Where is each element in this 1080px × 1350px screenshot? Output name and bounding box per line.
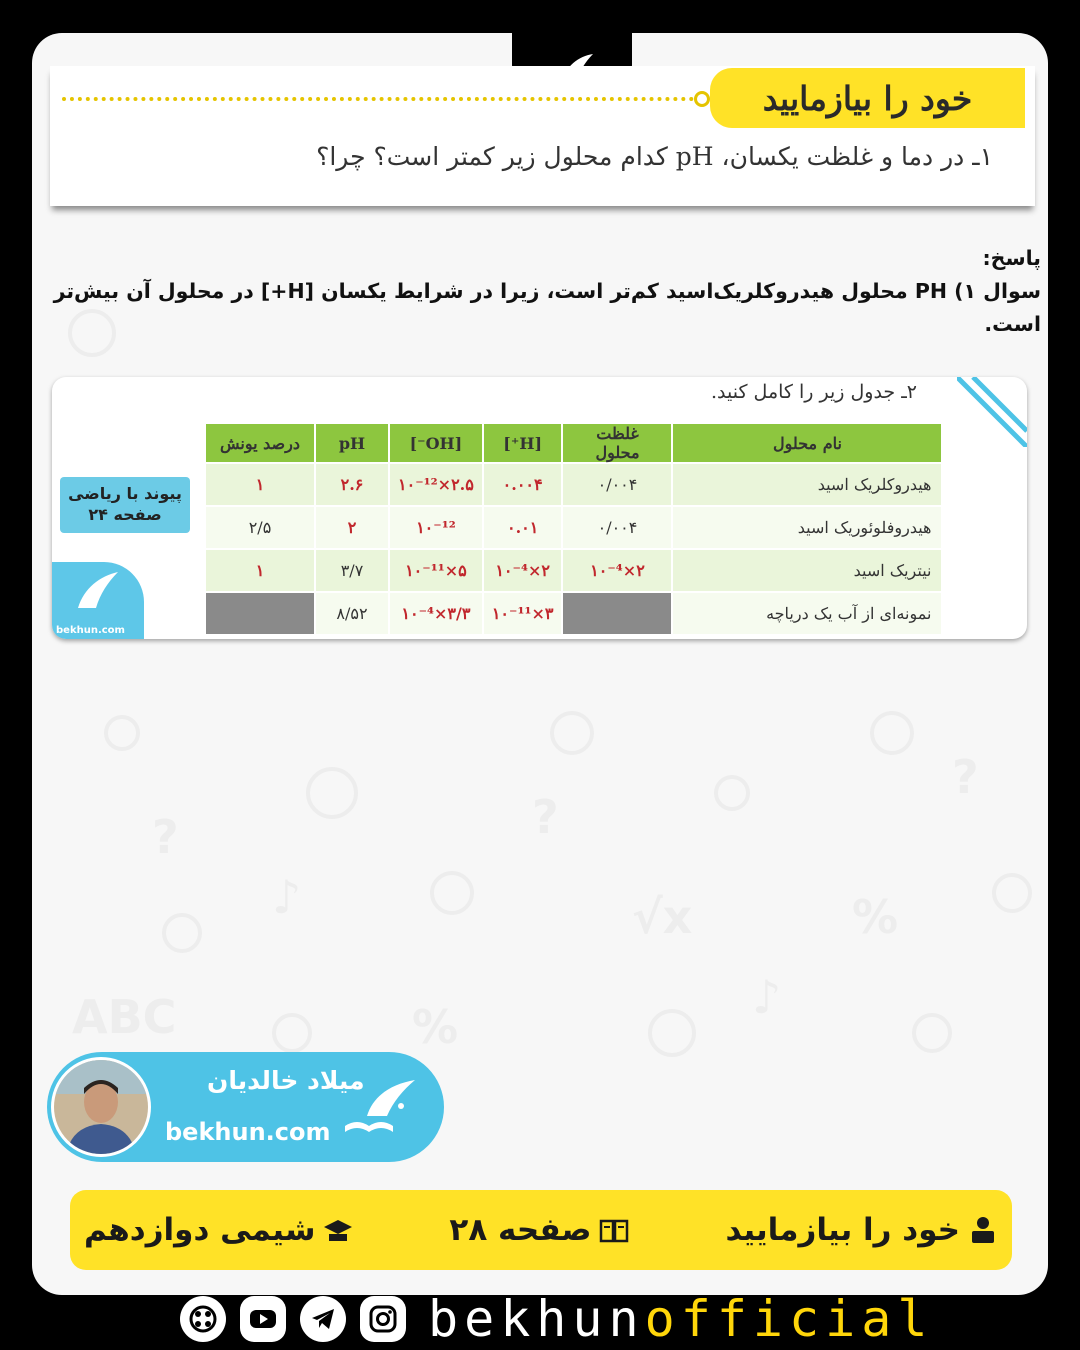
cell-ph: ۸/۵۲ (315, 592, 389, 635)
cell-name: نیتریک اسید (672, 549, 942, 592)
cell-h: ۳×۱۰⁻¹¹ (483, 592, 563, 635)
book-icon (599, 1215, 629, 1245)
svg-text:%: % (412, 1000, 459, 1054)
answer-block (46, 242, 1041, 340)
author-name: میلاد خالدیان (207, 1066, 365, 1095)
section-title: خود را بیازمایید (710, 68, 1025, 128)
math-link-line2: صفحه ۲۴ (88, 505, 162, 524)
question1-text: ۱ـ در دما و غلظت یکسان، pH کدام محلول زیر کمتر است؟ چرا؟ (316, 142, 993, 171)
brand-part2: official (644, 1290, 934, 1348)
cell-name: هیدروفلوئوریک اسید (672, 506, 942, 549)
table-row (205, 506, 942, 549)
avatar (51, 1057, 151, 1157)
cell-oh: ۲.۵×۱۰⁻¹² (389, 463, 483, 506)
telegram-icon (308, 1304, 338, 1334)
header-solution-name: نام محلول (672, 423, 942, 463)
footer-course-label: شیمی دوازدهم (84, 1212, 316, 1248)
cell-oh: ۵×۱۰⁻¹¹ (389, 549, 483, 592)
question2-text: ۲ـ جدول زیر را کامل کنید. (710, 381, 917, 403)
teacher-icon (968, 1215, 998, 1245)
instagram-icon (368, 1304, 398, 1334)
svg-text:√x: √x (632, 890, 693, 944)
math-link-badge (60, 477, 190, 533)
author-card (47, 1052, 444, 1162)
cell-concentration: ۲×۱۰⁻⁴ (562, 549, 672, 592)
cell-concentration: ۰/۰۰۴ (562, 506, 672, 549)
aparat-icon (188, 1304, 218, 1334)
math-link-line1: پیوند با ریاضی (68, 484, 182, 504)
dotted-divider-end (694, 91, 710, 107)
cell-h: ۰.۰۰۴ (483, 463, 563, 506)
table-header-row (205, 423, 942, 463)
cell-ph: ۲ (315, 506, 389, 549)
cell-h: ۲×۱۰⁻⁴ (483, 549, 563, 592)
bekhun-logo-icon (337, 1074, 427, 1144)
bekhun-tab-text: bekhun.com (56, 625, 125, 636)
footer-page-label: صفحه ۲۸ (449, 1212, 592, 1248)
bekhun-feather-icon (68, 568, 128, 618)
header-ionization: درصد یونش (205, 423, 315, 463)
svg-text:ABC: ABC (72, 990, 177, 1044)
graduation-cap-icon (323, 1215, 353, 1245)
table-row (205, 463, 942, 506)
svg-text:♪: ♪ (272, 870, 302, 924)
footer-section (725, 1212, 998, 1248)
cell-ionization: ۲/۵ (205, 506, 315, 549)
header-ph: pH (315, 423, 389, 463)
youtube-icon (248, 1304, 278, 1334)
header-oh-ion: [OH⁻] (389, 423, 483, 463)
svg-text:♪: ♪ (752, 970, 782, 1024)
cell-ionization: ۱ (205, 463, 315, 506)
question2-card (52, 377, 1027, 639)
cell-concentration: ۰/۰۰۴ (562, 463, 672, 506)
cell-name: نمونه‌ای از آب یک دریاچه (672, 592, 942, 635)
dotted-divider (62, 97, 702, 101)
cell-ph: ۳/۷ (315, 549, 389, 592)
answer-label: پاسخ: (982, 246, 1041, 270)
svg-text:?: ? (152, 810, 179, 864)
cell-ionization-empty (205, 592, 315, 635)
answer-text: سوال ۱) PH محلول هیدروکلریک‌اسید کم‌تر است، زیرا در شرایط یکسان [H+] در محلول آن بیش‌تر است. (53, 278, 1041, 336)
solution-table (204, 422, 943, 636)
cell-name: هیدروکلریک اسید (672, 463, 942, 506)
telegram-link[interactable] (300, 1296, 346, 1342)
author-site: bekhun.com (165, 1118, 331, 1146)
svg-text:?: ? (952, 750, 979, 804)
table-row (205, 549, 942, 592)
svg-text:%: % (852, 890, 899, 944)
header-h-ion: [H⁺] (483, 423, 563, 463)
brand-handle (428, 1290, 934, 1348)
header-concentration: غلظت محلول (562, 423, 672, 463)
cell-h: ۰.۰۱ (483, 506, 563, 549)
avatar-portrait-icon (54, 1060, 148, 1154)
svg-text:?: ? (532, 790, 559, 844)
youtube-link[interactable] (240, 1296, 286, 1342)
footer-course (84, 1212, 353, 1248)
cell-oh: ۱۰⁻¹² (389, 506, 483, 549)
cell-ionization: ۱ (205, 549, 315, 592)
footer-section-label: خود را بیازمایید (725, 1212, 960, 1248)
social-row (180, 1290, 933, 1348)
brand-part1: bekhun (428, 1290, 645, 1348)
corner-stripes-icon (957, 377, 1027, 447)
cell-concentration-empty (562, 592, 672, 635)
cell-oh: ۳/۳×۱۰⁻⁴ (389, 592, 483, 635)
footer-page (449, 1212, 629, 1248)
table-row (205, 592, 942, 635)
bekhun-watermark-tab (52, 562, 144, 639)
cell-ph: ۲.۶ (315, 463, 389, 506)
footer-bar (70, 1190, 1012, 1270)
aparat-link[interactable] (180, 1296, 226, 1342)
question1-box (50, 66, 1035, 206)
instagram-link[interactable] (360, 1296, 406, 1342)
